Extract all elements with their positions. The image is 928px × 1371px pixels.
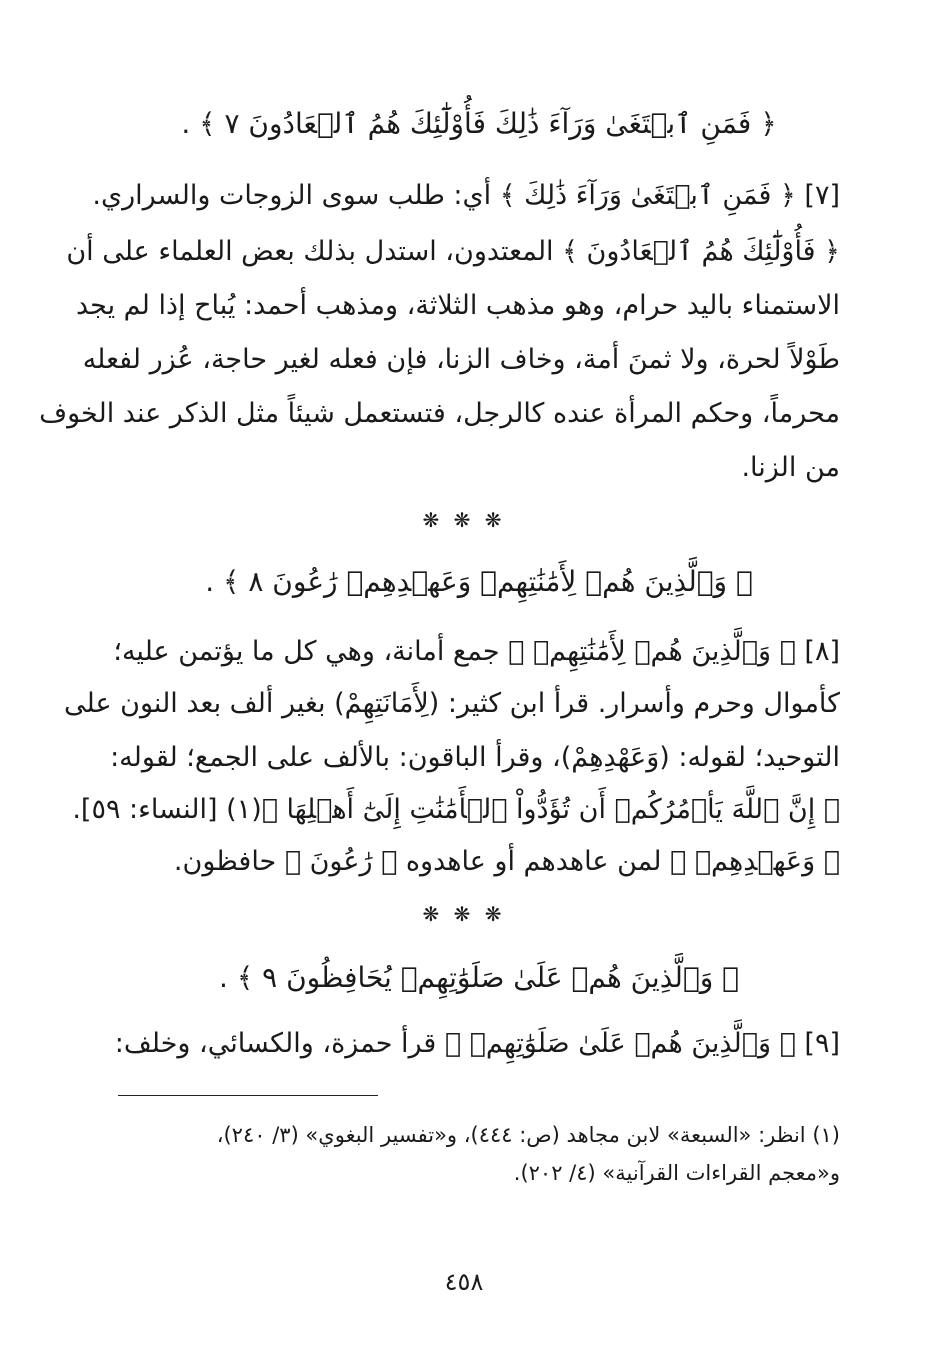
verse-7: ﴿ فَمَنِ ٱبۡتَغَىٰ وَرَآءَ ذَٰلِكَ فَأُوْلَٰٓئِكَ هُمُ ٱلۡعَادُونَ ٧ ﴾ . (181, 107, 777, 140)
footnote-line: (١) انظر: «السبعة» لابن مجاهد (ص: ٤٤٤)، و«تفسير البغوي» (٣/ ٢٤٠)، (216, 1123, 840, 1147)
page-number: ٤٥٨ (444, 1268, 484, 1296)
footnote-rule (118, 1095, 378, 1096)
commentary-line: كأموال وحرم وأسرار. قرأ ابن كثير: (لِأَمَانَتِهِمْ) بغير ألف بعد النون على (64, 688, 840, 719)
commentary-line: [٧] ﴿ فَمَنِ ٱبۡتَغَىٰ وَرَآءَ ذَٰلِكَ ﴾ أي: طلب سوى الزوجات والسراري. (92, 180, 840, 211)
commentary-line: من الزنا. (741, 452, 840, 483)
verse-9: ﴿ وَٱلَّذِينَ هُمۡ عَلَىٰ صَلَوَٰتِهِمۡ يُحَافِظُونَ ٩ ﴾ . (219, 961, 739, 994)
section-separator: ❋ ❋ ❋ (422, 508, 506, 532)
verse-8: ﴿ وَٱلَّذِينَ هُمۡ لِأَمَٰنَٰتِهِمۡ وَعَهۡدِهِمۡ رَٰعُونَ ٨ ﴾ . (205, 565, 753, 598)
commentary-line: [٩] ﴿ وَٱلَّذِينَ هُمۡ عَلَىٰ صَلَوَٰتِهِمۡ ﴾ قرأ حمزة، والكسائي، وخلف: (114, 1028, 840, 1059)
commentary-line: ﴿ وَعَهۡدِهِمۡ ﴾ لمن عاهدهم أو عاهدوه ﴿ رَٰعُونَ ﴾ حافظون. (173, 846, 840, 877)
footnote-line: و«معجم القراءات القرآنية» (٤/ ٢٠٢). (513, 1161, 840, 1185)
commentary-line: [٨] ﴿ وَٱلَّذِينَ هُمۡ لِأَمَٰنَٰتِهِمۡ ﴾ جمع أمانة، وهي كل ما يؤتمن عليه؛ (113, 636, 840, 667)
commentary-line: محرماً، وحكم المرأة عنده كالرجل، فتستعمل شيئاً مثل الذكر عند الخوف (39, 398, 840, 429)
commentary-line: ﴿ فَأُوْلَٰٓئِكَ هُمُ ٱلۡعَادُونَ ﴾ المعتدون، استدل بذلك بعض العلماء على أن (66, 236, 840, 267)
commentary-line: التوحيد؛ لقوله: (وَعَهْدِهِمْ)، وقرأ الباقون: بالألف على الجمع؛ لقوله: (110, 742, 840, 773)
quoted-verse-line: ﴿ إِنَّ ٱللَّهَ يَأۡمُرُكُمۡ أَن تُؤَدُّواْ ٱلۡأَمَٰنَٰتِ إِلَىٰٓ أَهۡلِهَا ﴾(١) [النساء: ٥٩]. (72, 794, 840, 825)
commentary-line: طَوْلاً لحرة، ولا ثمنَ أمة، وخاف الزنا، فإن فعله لغير حاجة، عُزر لفعله (82, 344, 840, 375)
commentary-line: الاستمناء باليد حرام، وهو مذهب الثلاثة، ومذهب أحمد: يُباح إذا لم يجد (75, 290, 840, 321)
section-separator: ❋ ❋ ❋ (422, 902, 506, 926)
